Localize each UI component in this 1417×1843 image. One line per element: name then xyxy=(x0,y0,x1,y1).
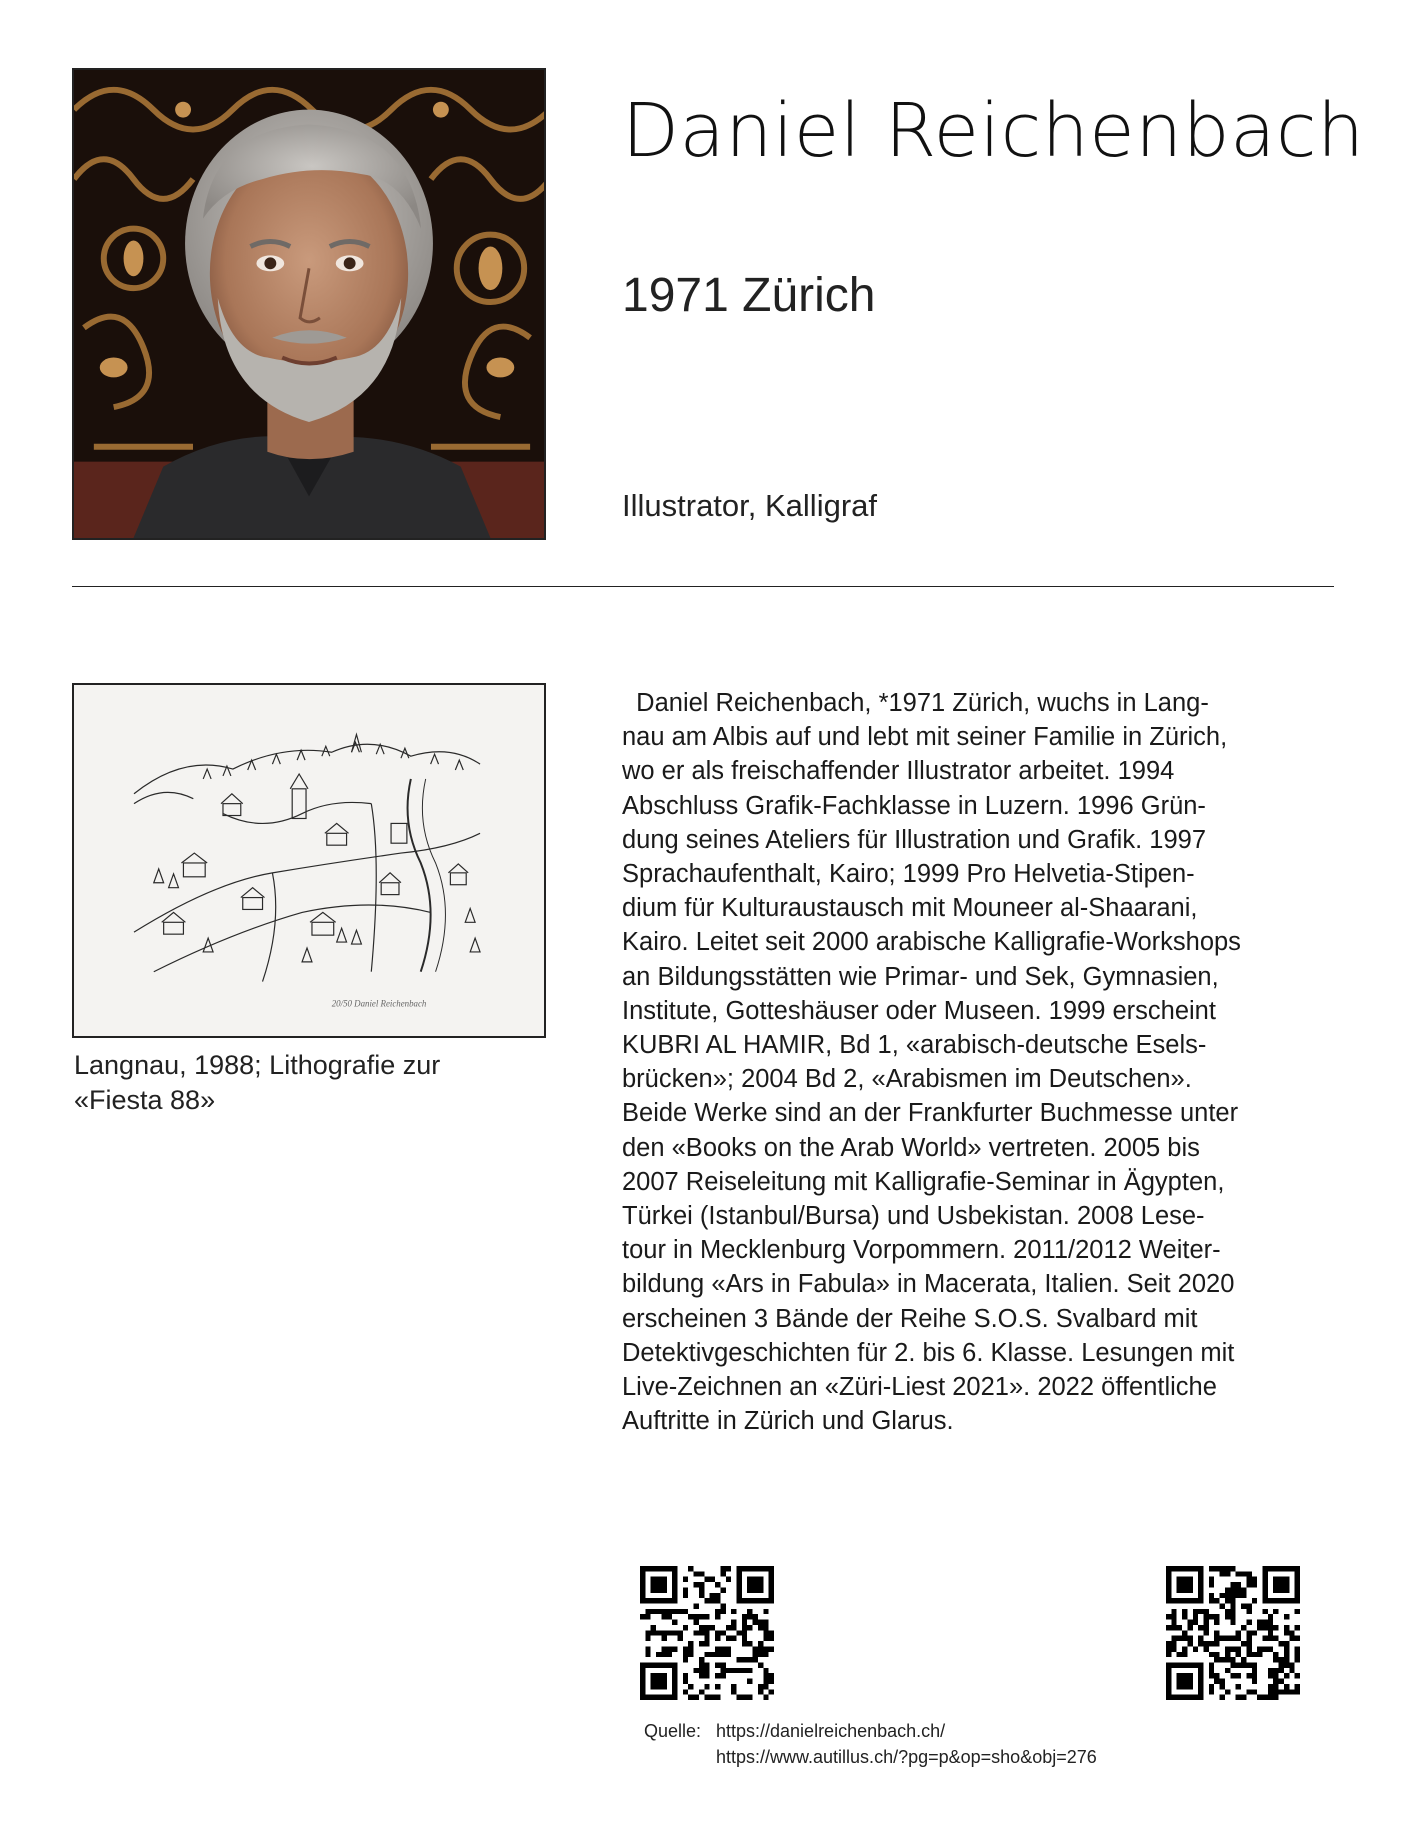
caption-line: «Fiesta 88» xyxy=(74,1085,216,1115)
portrait-photo xyxy=(72,68,546,540)
section-divider xyxy=(72,586,1334,587)
qr-code-autillus[interactable] xyxy=(1166,1566,1300,1700)
bio-line: an Bildungsstätten wie Primar- und Sek, Gymnasien, xyxy=(622,962,1219,991)
profession: Illustrator, Kalligraf xyxy=(622,488,877,523)
source-link-website[interactable]: https://danielreichenbach.ch/ xyxy=(716,1721,946,1741)
bio-line: dium für Kulturaustausch mit Mouneer al-Shaarani, xyxy=(622,894,1198,923)
bio-line: Daniel Reichenbach, *1971 Zürich, wuchs in Lang- xyxy=(622,689,1209,717)
bio-line: brücken»; 2004 Bd 2, «Arabismen im Deutschen». xyxy=(622,1065,1192,1094)
bio-line: Sprachaufenthalt, Kairo; 1999 Pro Helvetia-Stipen- xyxy=(622,860,1195,889)
biography-text xyxy=(622,686,1312,1438)
bio-line: Auftritte in Zürich und Glarus. xyxy=(622,1407,954,1436)
artwork-image xyxy=(72,683,546,1038)
source-links xyxy=(716,1718,1097,1770)
birth-info: 1971 Zürich xyxy=(622,269,876,322)
bio-line: Institute, Gotteshäuser oder Museen. 1999 erscheint xyxy=(622,996,1216,1025)
bio-line: Kairo. Leitet seit 2000 arabische Kalligrafie-Workshops xyxy=(622,928,1241,957)
bio-line: Live-Zeichnen an «Züri-Liest 2021». 2022 öffentliche xyxy=(622,1373,1217,1402)
bio-line: bildung «Ars in Fabula» in Macerata, Italien. Seit 2020 xyxy=(622,1270,1235,1299)
bio-line: den «Books on the Arab World» vertreten. 2005 bis xyxy=(622,1133,1200,1162)
bio-line: 2007 Reiseleitung mit Kalligrafie-Seminar in Ägypten, xyxy=(622,1167,1225,1196)
portrait-image xyxy=(74,70,544,538)
qr-code-website[interactable] xyxy=(640,1566,774,1700)
bio-line: Türkei (Istanbul/Bursa) und Usbekistan. 2008 Lese- xyxy=(622,1202,1205,1231)
artist-name: Daniel Reichenbach xyxy=(622,88,1365,174)
artwork-caption xyxy=(74,1048,544,1118)
bio-line: Detektivgeschichten für 2. bis 6. Klasse. Lesungen mit xyxy=(622,1338,1235,1367)
qr-code-icon xyxy=(640,1566,774,1700)
bio-line: dung seines Ateliers für Illustration und Grafik. 1997 xyxy=(622,825,1206,854)
bio-line: wo er als freischaffender Illustrator arbeitet. 1994 xyxy=(622,757,1175,786)
source-link-autillus[interactable]: https://www.autillus.ch/?pg=p&op=sho&obj=276 xyxy=(716,1747,1097,1767)
source-label: Quelle: xyxy=(644,1721,702,1741)
lithograph-drawing xyxy=(74,685,544,1036)
qr-code-icon xyxy=(1166,1566,1300,1700)
bio-line: KUBRI AL HAMIR, Bd 1, «arabisch-deutsche Esels- xyxy=(622,1031,1207,1060)
bio-line: tour in Mecklenburg Vorpommern. 2011/2012 Weiter- xyxy=(622,1236,1221,1265)
bio-line: Beide Werke sind an der Frankfurter Buchmesse unter xyxy=(622,1099,1239,1128)
bio-line: Abschluss Grafik-Fachklasse in Luzern. 1996 Grün- xyxy=(622,791,1206,820)
caption-line: Langnau, 1988; Lithografie zur xyxy=(74,1050,441,1080)
bio-line: erscheinen 3 Bände der Reihe S.O.S. Svalbard mit xyxy=(622,1304,1198,1333)
svg-text:20/50 Daniel Reichenbach: 20/50 Daniel Reichenbach xyxy=(331,998,427,1009)
bio-line: nau am Albis auf und lebt mit seiner Familie in Zürich, xyxy=(622,723,1228,752)
